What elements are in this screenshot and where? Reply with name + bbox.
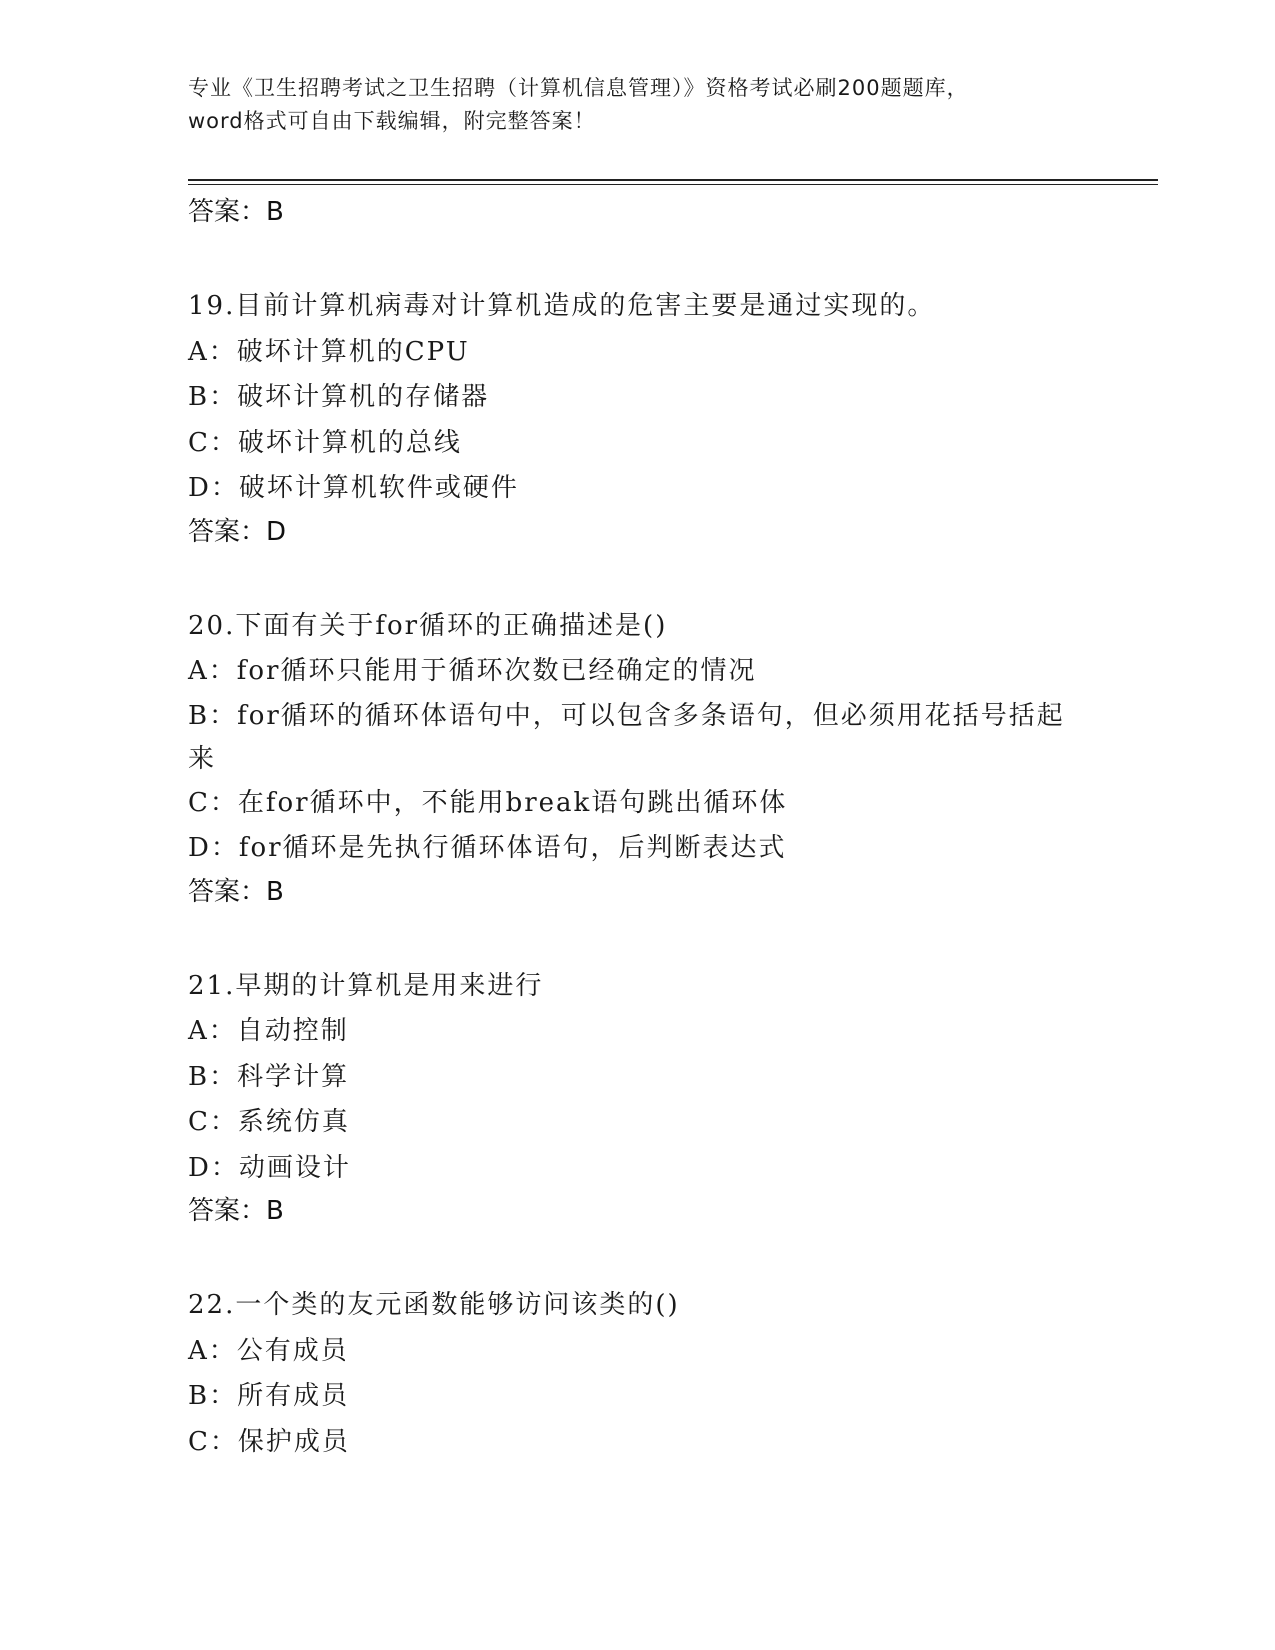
option-b: B：所有成员: [188, 1381, 350, 1411]
option-a: A：for循环只能用于循环次数已经确定的情况: [188, 656, 757, 686]
header-line-2: word格式可自由下载编辑，附完整答案！: [188, 109, 596, 133]
question-stem: 22.一个类的友元函数能够访问该类的(): [188, 1290, 680, 1320]
option-d: D：动画设计: [188, 1152, 351, 1183]
option-c: C：系统仿真: [188, 1107, 350, 1137]
question-19: [188, 284, 1088, 552]
header-line-1: 专业《卫生招聘考试之卫生招聘（计算机信息管理）》资格考试必刷200题题库，: [188, 76, 969, 100]
option-a: A：破坏计算机的CPU: [188, 336, 470, 367]
previous-answer: 答案：B: [188, 197, 284, 227]
question-stem: 20.下面有关于for循环的正确描述是(): [188, 610, 668, 641]
option-d: D：破坏计算机软件或硬件: [188, 473, 519, 503]
question-20: [188, 604, 1088, 912]
header-divider: [188, 179, 1158, 185]
option-c: C：保护成员: [188, 1426, 350, 1457]
question-21: [188, 964, 1088, 1232]
option-b: B：破坏计算机的存储器: [188, 382, 490, 412]
question-22: [188, 1283, 1088, 1465]
option-b: B：for循环的循环体语句中，可以包含多条语句，但必须用花括号括起来: [188, 700, 1065, 774]
answer: 答案：B: [188, 1196, 284, 1226]
document-header: [188, 72, 1088, 138]
question-stem: 21.早期的计算机是用来进行: [188, 970, 544, 1001]
question-list: [188, 192, 1088, 1465]
option-b: B：科学计算: [188, 1061, 350, 1092]
option-d: D：for循环是先执行循环体语句，后判断表达式: [188, 833, 787, 863]
option-c: C：破坏计算机的总线: [188, 427, 462, 458]
question-stem: 19.目前计算机病毒对计算机造成的危害主要是通过实现的。: [188, 291, 936, 321]
answer: 答案：B: [188, 876, 284, 907]
answer: 答案：D: [188, 516, 287, 547]
option-a: A：公有成员: [188, 1335, 349, 1366]
option-c: C：在for循环中，不能用break语句跳出循环体: [188, 787, 788, 818]
option-a: A：自动控制: [188, 1016, 349, 1046]
